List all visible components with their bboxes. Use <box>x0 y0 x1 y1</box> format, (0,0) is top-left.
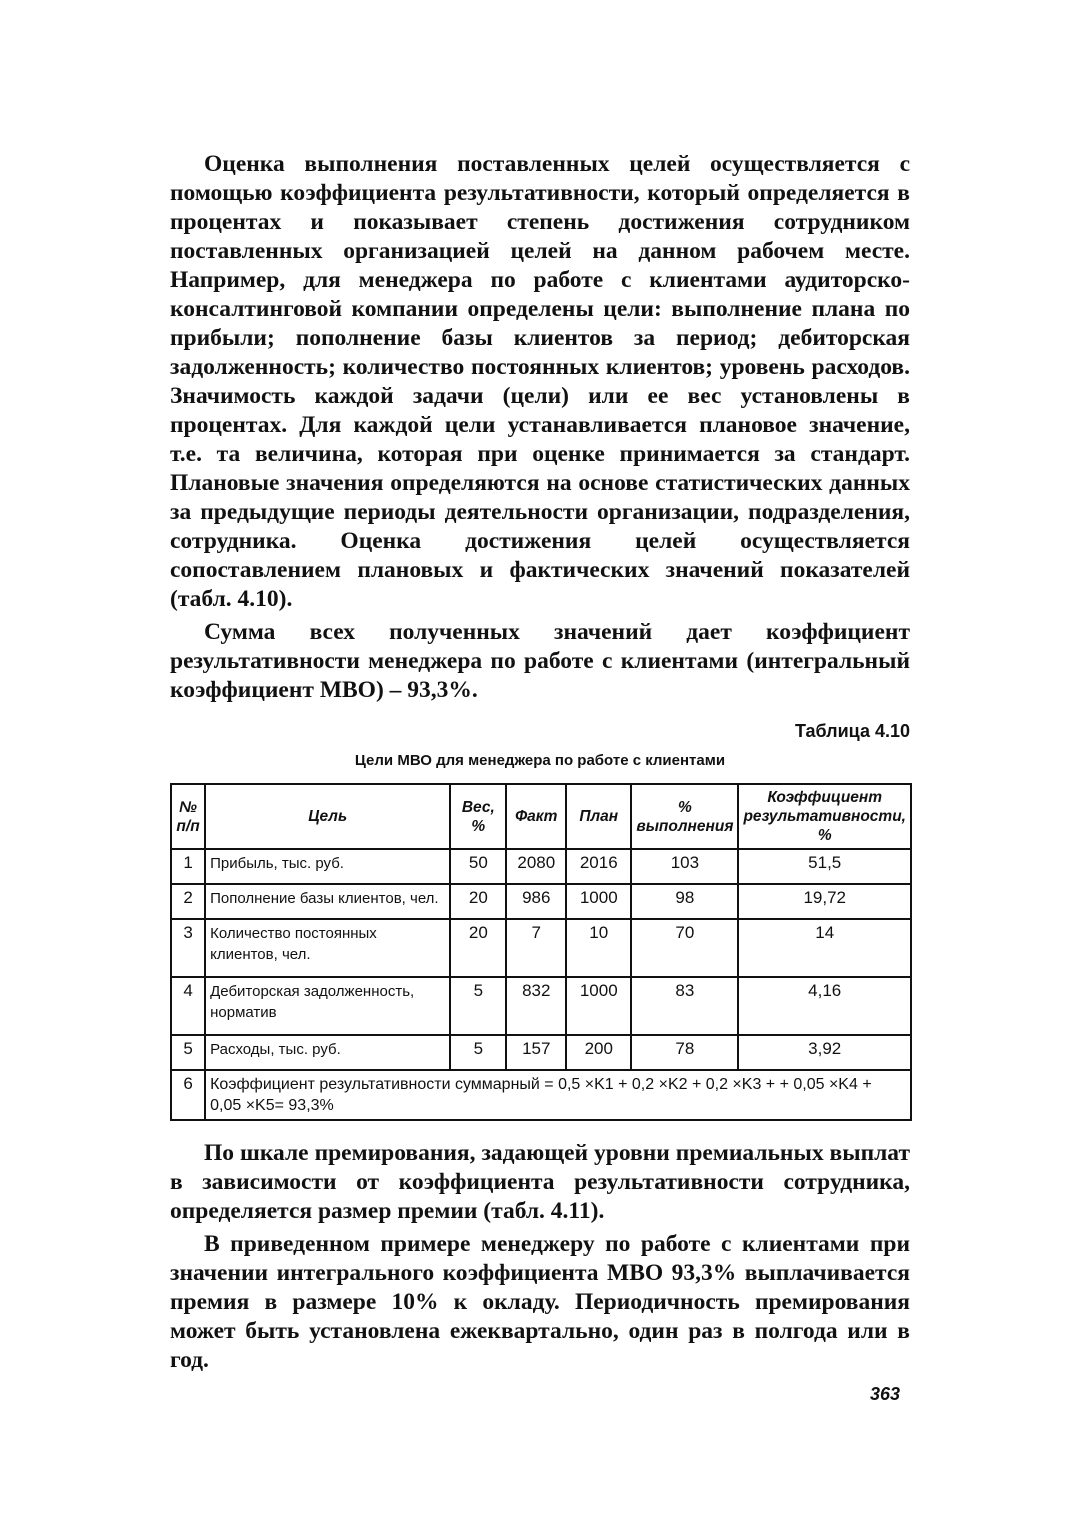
cell-plan: 1000 <box>566 884 631 919</box>
table-number: Таблица 4.10 <box>794 721 910 741</box>
cell-fact: 157 <box>506 1035 566 1070</box>
cell-coef: 14 <box>738 919 911 977</box>
header-weight: Вес, % <box>450 784 506 849</box>
summary-formula: Коэффициент результативности суммарный = 0,5 ×K1 + 0,2 ×K2 + 0,2 ×K3 + + 0,05 ×K4 + 0,05 ×K5= 93,3% <box>205 1070 911 1120</box>
cell-percent: 83 <box>631 977 738 1035</box>
table-row <box>171 977 911 1035</box>
cell-weight: 5 <box>450 1035 506 1070</box>
cell-goal: Прибыль, тыс. руб. <box>205 849 450 884</box>
cell-coef: 51,5 <box>738 849 911 884</box>
cell-percent: 103 <box>631 849 738 884</box>
page-number: 363 <box>870 1384 901 1404</box>
cell-fact: 7 <box>506 919 566 977</box>
cell-goal: Пополнение базы клиентов, чел. <box>205 884 450 919</box>
table-row <box>171 884 911 919</box>
cell-weight: 20 <box>450 884 506 919</box>
cell-num: 1 <box>171 849 205 884</box>
cell-goal: Количество постоянных клиентов, чел. <box>205 919 450 977</box>
cell-percent: 70 <box>631 919 738 977</box>
paragraph-example: В приведенном примере менеджеру по работе с клиентами при значении интегрального коэффициента МВО 93,3% выплачивается премия в размере 10% к окладу. Периодичность премирования может быть установлена ежеквартально, один раз в полгода или в год. <box>170 1231 910 1373</box>
table-header-row <box>171 784 911 849</box>
cell-goal: Расходы, тыс. руб. <box>205 1035 450 1070</box>
cell-plan: 200 <box>566 1035 631 1070</box>
cell-coef: 4,16 <box>738 977 911 1035</box>
cell-num: 4 <box>171 977 205 1035</box>
page-content <box>170 150 910 1375</box>
cell-fact: 832 <box>506 977 566 1035</box>
cell-num: 6 <box>171 1070 205 1120</box>
header-percent: % выполнения <box>631 784 738 849</box>
cell-num: 3 <box>171 919 205 977</box>
mbo-table <box>170 783 912 1121</box>
paragraph-bonus-scale: По шкале премирования, задающей уровни премиальных выплат в зависимости от коэффициента результативности сотрудника, определяется размер премии (табл. 4.11). <box>170 1140 910 1224</box>
cell-plan: 1000 <box>566 977 631 1035</box>
cell-fact: 986 <box>506 884 566 919</box>
cell-percent: 98 <box>631 884 738 919</box>
header-num: № п/п <box>171 784 205 849</box>
paragraph-sum: Сумма всех полученных значений дает коэффициент результативности менеджера по работе с клиентами (интегральный коэффициент МВО) – 93,3%. <box>170 619 910 703</box>
cell-coef: 3,92 <box>738 1035 911 1070</box>
header-fact: Факт <box>506 784 566 849</box>
cell-coef: 19,72 <box>738 884 911 919</box>
cell-weight: 50 <box>450 849 506 884</box>
table-title: Цели МВО для менеджера по работе с клиентами <box>354 752 726 769</box>
table-row <box>171 849 911 884</box>
header-plan: План <box>566 784 631 849</box>
cell-goal: Дебиторская задолженность, норматив <box>205 977 450 1035</box>
table-row <box>171 919 911 977</box>
header-coef: Коэффициент результативности, % <box>738 784 911 849</box>
cell-plan: 10 <box>566 919 631 977</box>
cell-num: 2 <box>171 884 205 919</box>
cell-percent: 78 <box>631 1035 738 1070</box>
table-row <box>171 1035 911 1070</box>
cell-weight: 5 <box>450 977 506 1035</box>
cell-weight: 20 <box>450 919 506 977</box>
cell-fact: 2080 <box>506 849 566 884</box>
cell-plan: 2016 <box>566 849 631 884</box>
cell-num: 5 <box>171 1035 205 1070</box>
table-summary-row <box>171 1070 911 1120</box>
paragraph-intro: Оценка выполнения поставленных целей осуществляется с помощью коэффициента результативности, который определяется в процентах и показывает степень достижения сотрудником поставленных организацией целей на данном рабочем месте. Например, для менеджера по работе с клиентами аудиторско-консалтинговой компании определены цели: выполнение плана по прибыли; пополнение базы клиентов за период; дебиторская задолженность; количество постоянных клиентов; уровень расходов. Значимость каждой задачи (цели) или ее вес установлены в процентах. Для каждой цели устанавливается плановое значение, т.е. та величина, которая при оценке принимается за стандарт. Плановые значения определяются на основе статистических данных за предыдущие периоды деятельности организации, подразделения, сотрудника. Оценка достижения целей осуществляется сопоставлением плановых и фактических значений показателей (табл. 4.10). <box>170 151 910 612</box>
header-goal: Цель <box>205 784 450 849</box>
paragraphs-after <box>170 1139 910 1375</box>
